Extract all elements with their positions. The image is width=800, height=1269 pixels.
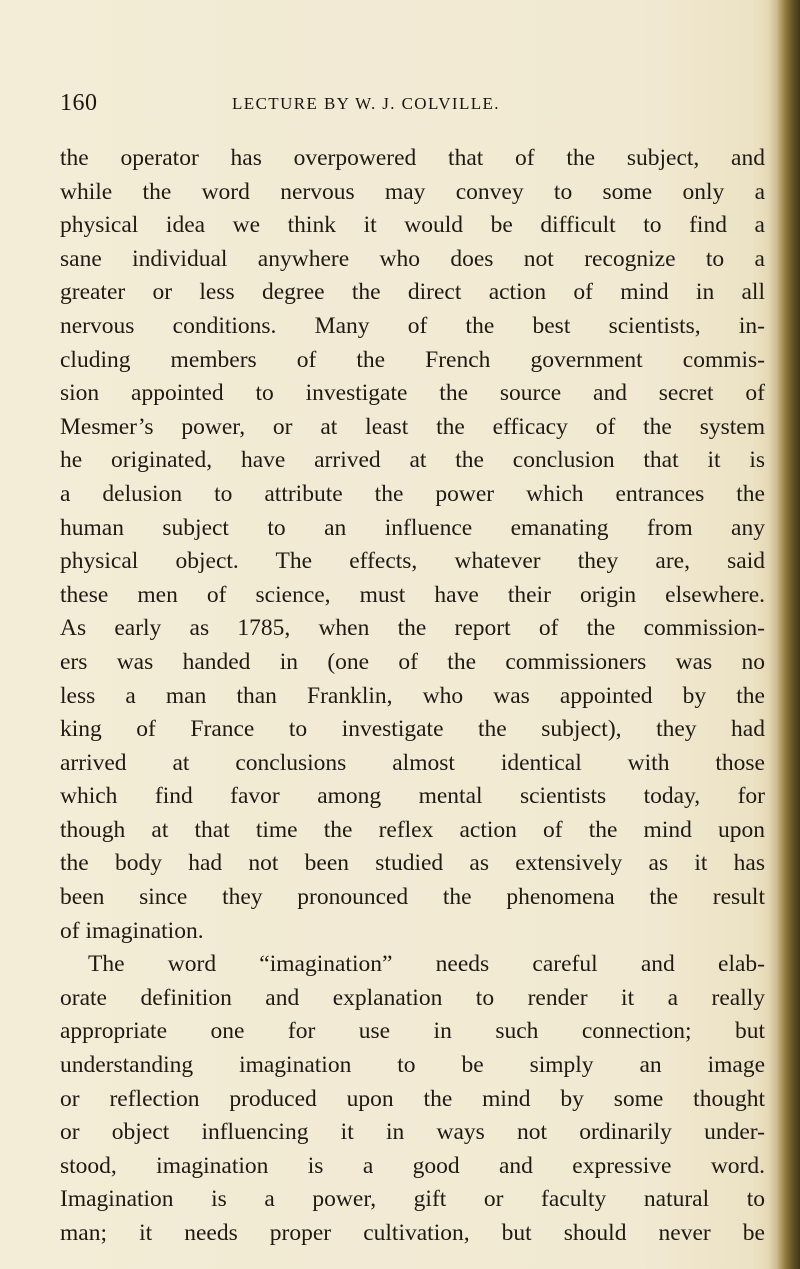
text-line: man; it needs proper cultivation, but should never be [60,1220,765,1246]
text-line: human subject to an influence emanating from any [60,514,765,541]
text-line: nervous conditions. Many of the best scientists, in- [60,312,765,339]
text-line: or object influencing it in ways not ordinarily under- [60,1119,765,1146]
text-line: stood, imagination is a good and expressive word. [60,1152,765,1179]
text-line: ers was handed in (one of the commissioners was no [60,648,765,675]
text-line: understanding imagination to be simply an image [60,1052,765,1079]
body-text [60,142,765,1251]
paragraph-start-line: The word “imagination” needs careful and elab- [88,951,765,978]
page-edge [778,0,800,1269]
text-line: the body had not been studied as extensively as it has [60,850,765,877]
text-line: sion appointed to investigate the source and secret of [60,380,765,407]
page-header [60,90,760,120]
text-line: cluding members of the French government commis- [60,346,765,373]
page-edge-shadow [768,0,778,1269]
text-line: or reflection produced upon the mind by some thought [60,1085,765,1112]
text-line: arrived at conclusions almost identical with those [60,749,765,776]
text-line: orate definition and explanation to render it a really [60,984,765,1011]
text-line: sane individual anywhere who does not recognize to a [60,245,765,272]
text-line: he originated, have arrived at the conclusion that it is [60,447,765,474]
text-line: less a man than Franklin, who was appointed by the [60,682,765,709]
text-line: which find favor among mental scientists today, for [60,783,765,810]
text-line: though at that time the reflex action of the mind upon [60,816,765,843]
page-number: 160 [60,90,98,116]
text-line: a delusion to attribute the power which entrances the [60,480,765,507]
text-line: these men of science, must have their origin elsewhere. [60,581,765,608]
text-line: while the word nervous may convey to some only a [60,178,765,205]
text-line: As early as 1785, when the report of the commission- [60,615,765,642]
text-line: physical object. The effects, whatever they are, said [60,548,765,575]
text-line: appropriate one for use in such connection; but [60,1018,765,1045]
text-line: physical idea we think it would be difficult to find a [60,212,765,239]
text-line: greater or less degree the direct action of mind in all [60,279,765,306]
text-line: of imagination. [60,917,204,944]
text-line: Imagination is a power, gift or faculty natural to [60,1186,765,1213]
text-line: king of France to investigate the subject), they had [60,716,765,743]
text-line: Mesmer’s power, or at least the efficacy of the system [60,413,765,440]
text-line: been since they pronounced the phenomena the result [60,884,765,911]
text-line: the operator has overpowered that of the subject, and [60,145,765,171]
running-head: LECTURE BY W. J. COLVILLE. [232,94,500,113]
